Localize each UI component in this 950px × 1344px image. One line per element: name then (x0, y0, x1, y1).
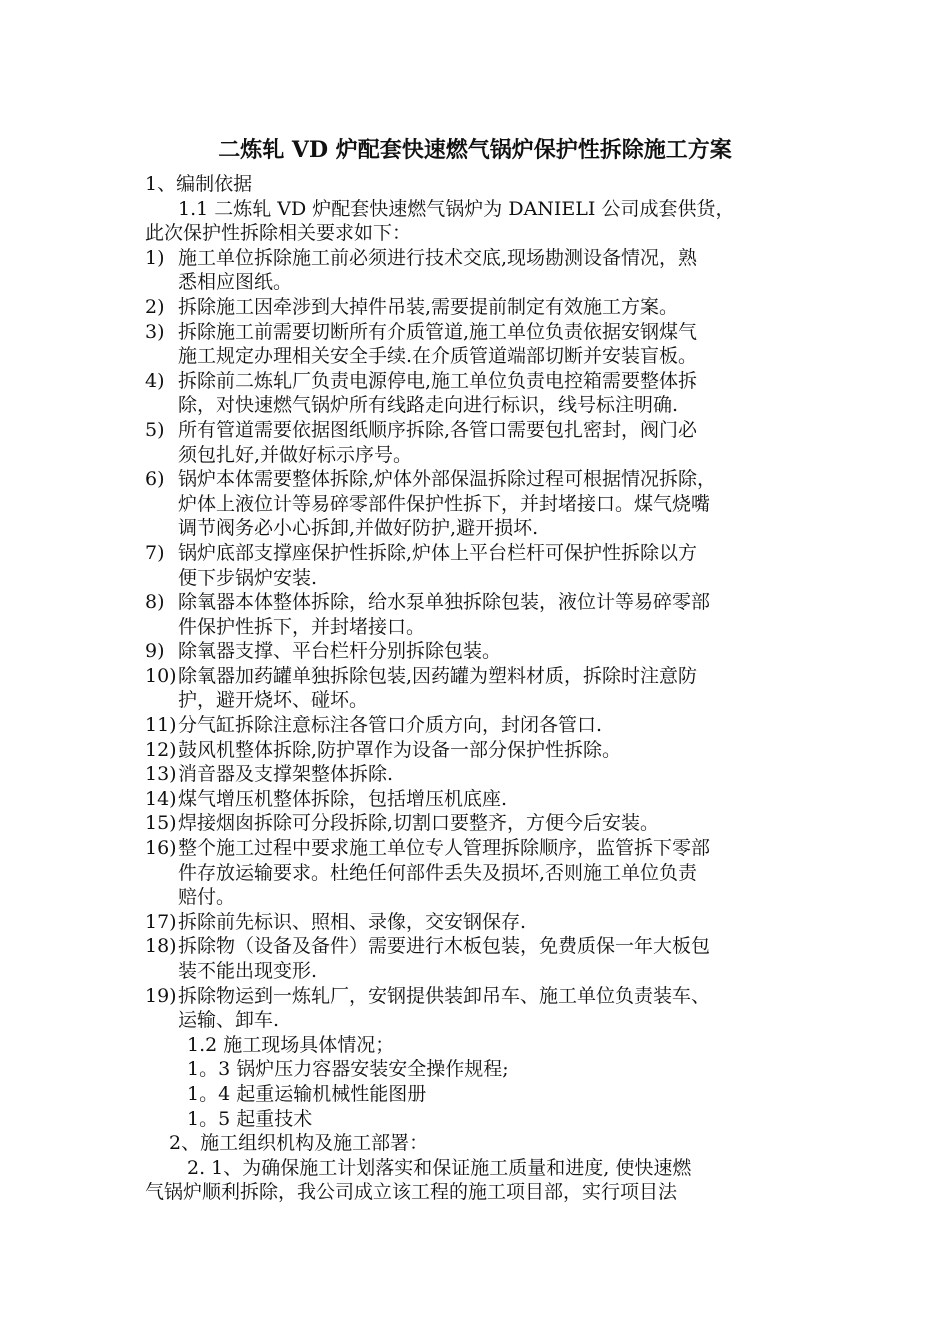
list-item-line: 便下步锅炉安装. (178, 566, 318, 589)
list-item-line: 除，对快速燃气锅炉所有线路走向进行标识，线号标注明确. (178, 394, 679, 417)
list-item-line: 焊接烟囱拆除可分段拆除,切割口要整齐，方便今后安装。 (178, 812, 660, 835)
list-item-line: 施工单位拆除施工前必须进行技术交底,现场勘测设备情况，熟 (178, 246, 698, 269)
list-item-number: 13) (145, 763, 177, 786)
paragraph-line: 此次保护性拆除相关要求如下： (145, 222, 412, 245)
list-item-number: 10) (145, 664, 177, 687)
list-item-line: 所有管道需要依据图纸顺序拆除,各管口需要包扎密封，阀门必 (178, 418, 698, 441)
list-item (145, 246, 825, 295)
list-item-text (178, 762, 825, 787)
list-item-number: 18) (145, 935, 177, 958)
list-item-text (178, 246, 825, 295)
list-item-number: 6) (145, 468, 165, 491)
list-item-text (178, 910, 825, 935)
list-item-line: 拆除前二炼轧厂负责电源停电,施工单位负责电控箱需要整体拆 (178, 369, 698, 392)
list-item-line: 煤气增压机整体拆除，包括增压机底座. (178, 787, 508, 810)
list-item-text (178, 984, 825, 1033)
list-item-number: 14) (145, 787, 177, 810)
list-item-line: 装不能出现变形. (178, 960, 318, 982)
list-item-text (178, 590, 825, 639)
list-item-text (178, 664, 825, 713)
list-item-number: 15) (145, 812, 177, 835)
list-item-line: 消音器及支撑架整体拆除. (178, 763, 394, 786)
list-item-line: 拆除施工因牵涉到大掉件吊装,需要提前制定有效施工方案。 (178, 295, 679, 318)
document-title: 二炼轧 VD 炉配套快速燃气锅炉保护性拆除施工方案 (218, 137, 732, 163)
list-item-line: 件保护性拆下，并封堵接口。 (178, 615, 426, 638)
list-item-number: 19) (145, 984, 177, 1007)
list-item-text (178, 738, 825, 763)
list-item-number: 5) (145, 418, 165, 441)
list-item (145, 984, 825, 1033)
list-item-line: 件存放运输要求。杜绝任何部件丢失及损坏,否则施工单位负责 (178, 861, 698, 884)
list-item-line: 除氧器本体整体拆除，给水泵单独拆除包装，液位计等易碎零部 (178, 591, 711, 614)
list-item-line: 悉相应图纸。 (178, 271, 293, 294)
list-item-line: 须包扎好,并做好标示序号。 (178, 443, 413, 466)
list-item (145, 762, 825, 787)
list-item-line: 赔付。 (178, 886, 236, 909)
list-item (145, 320, 825, 369)
list-item-number: 11) (145, 714, 177, 737)
list-item (145, 713, 825, 738)
list-item (145, 664, 825, 713)
paragraph-line: 气锅炉顺利拆除，我公司成立该工程的施工项目部，实行项目法 (145, 1181, 678, 1204)
list-item-number: 7) (145, 541, 165, 564)
list-item (145, 787, 825, 812)
list-item-number: 12) (145, 738, 177, 761)
list-item-number: 17) (145, 910, 177, 933)
list-item-text (178, 541, 825, 590)
list-item-line: 锅炉本体需要整体拆除,炉体外部保温拆除过程可根据情况拆除， (178, 468, 717, 491)
list-item-line: 炉体上液位计等易碎零部件保护性拆下，并封堵接口。煤气烧嘴 (178, 492, 711, 515)
list-item (145, 934, 825, 983)
sub-item: 1。4 起重运输机械性能图册 (187, 1082, 427, 1105)
list-item-line: 拆除物运到一炼轧厂，安钢提供装卸吊车、施工单位负责装车、 (178, 984, 711, 1007)
list-item-number: 9) (145, 640, 165, 663)
sub-item: 1。3 锅炉压力容器安装安全操作规程; (187, 1058, 509, 1081)
list-item (145, 295, 825, 320)
list-item-line: 拆除前先标识、照相、录像，交安钢保存. (178, 910, 527, 933)
list-item-text (178, 713, 825, 738)
list-item-number: 3) (145, 320, 165, 343)
list-item-line: 运输、卸车. (178, 1009, 280, 1032)
list-item (145, 541, 825, 590)
list-item-line: 鼓风机整体拆除,防护罩作为设备一部分保护性拆除。 (178, 738, 622, 761)
list-item-text (178, 787, 825, 812)
list-item (145, 738, 825, 763)
requirement-list (145, 246, 825, 1033)
list-item (145, 590, 825, 639)
paragraph-line: 2. 1、为确保施工计划落实和保证施工质量和进度, 使快速燃 (187, 1156, 692, 1179)
list-item (145, 910, 825, 935)
sub-item: 1。5 起重技术 (187, 1107, 313, 1130)
list-item-text (178, 320, 825, 369)
paragraph-line: 1.1 二炼轧 VD 炉配套快速燃气锅炉为 DANIELI 公司成套供货， (178, 197, 735, 220)
section-heading: 2、施工组织机构及施工部署： (169, 1132, 429, 1155)
document-body (145, 172, 825, 1205)
list-item-text (178, 811, 825, 836)
list-item-line: 调节阀务必小心拆卸,并做好防护,避开损坏. (178, 517, 539, 540)
list-item-text (178, 836, 825, 910)
list-item-text (178, 369, 825, 418)
list-item-number: 8) (145, 591, 165, 614)
list-item-number: 4) (145, 369, 165, 392)
section-heading: 1、编制依据 (145, 173, 253, 195)
list-item (145, 811, 825, 836)
list-item-line: 施工规定办理相关安全手续.在介质管道端部切断并安装盲板。 (178, 345, 698, 368)
list-item-line: 拆除物（设备及备件）需要进行木板包装，免费质保一年大板包 (178, 935, 711, 958)
list-item-line: 锅炉底部支撑座保护性拆除,炉体上平台栏杆可保护性拆除以方 (178, 541, 698, 564)
list-item-line: 除氧器支撑、平台栏杆分别拆除包装。 (178, 640, 502, 663)
list-item (145, 369, 825, 418)
list-item (145, 467, 825, 541)
list-item (145, 639, 825, 664)
list-item (145, 418, 825, 467)
list-item-line: 整个施工过程中要求施工单位专人管理拆除顺序，监管拆下零部 (178, 837, 711, 860)
list-item-number: 1) (145, 246, 165, 269)
list-item-number: 2) (145, 295, 165, 318)
list-item-text (178, 295, 825, 320)
list-item-line: 拆除施工前需要切断所有介质管道,施工单位负责依据安钢煤气 (178, 320, 698, 343)
sub-item: 1.2 施工现场具体情况； (187, 1033, 395, 1056)
list-item-text (178, 467, 825, 541)
list-item-text (178, 934, 825, 983)
list-item-line: 分气缸拆除注意标注各管口介质方向，封闭各管口. (178, 714, 603, 737)
list-item-text (178, 418, 825, 467)
list-item-line: 除氧器加药罐单独拆除包装,因药罐为塑料材质，拆除时注意防 (178, 664, 698, 687)
list-item-text (178, 639, 825, 664)
list-item-line: 护，避开烧坏、碰坏。 (178, 689, 369, 712)
list-item-number: 16) (145, 837, 177, 860)
list-item (145, 836, 825, 910)
